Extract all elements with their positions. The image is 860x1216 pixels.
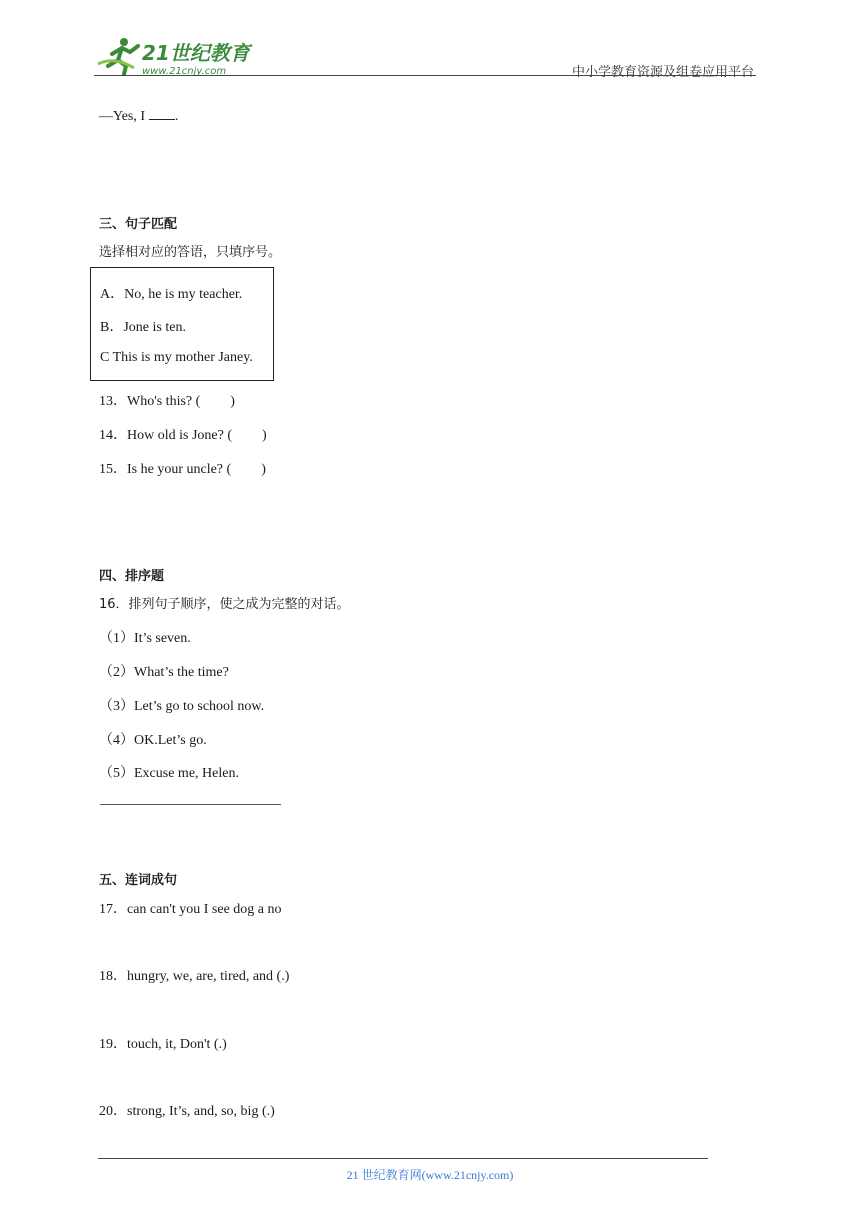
order-item-5: （5）Excuse me, Helen. [99,766,239,781]
answer-blank[interactable] [149,107,175,120]
runner-logo-icon [94,34,264,78]
question-17: 17．can can't you I see dog a no [99,902,282,917]
footer-divider [98,1158,708,1159]
order-item-1: （1）It’s seven. [99,631,191,646]
order-item-3: （3）Let’s go to school now. [99,699,265,714]
footer-link[interactable]: 21 世纪教育网(www.21cnjy.com) [346,1168,514,1182]
order-answer-line[interactable] [100,804,281,805]
section-5-title: 五、连词成句 [99,873,178,888]
order-item-4: （4）OK.Let’s go. [99,733,207,748]
section-3-title: 三、句子匹配 [99,217,178,232]
previous-question-tail: —Yes, I . [99,109,179,124]
option-b: B．Jone is ten. [100,320,186,335]
question-14: 14．How old is Jone? ( ) [99,428,267,443]
section-4-title: 四、排序题 [99,569,165,584]
question-19: 19．touch, it, Don't (.) [99,1037,227,1052]
order-item-2: （2）What’s the time? [99,665,229,680]
section-3-instruction: 选择相对应的答语，只填序号。 [99,245,282,260]
logo [94,34,264,78]
svg-text:www.21cnjy.com: www.21cnjy.com [142,66,227,77]
question-20: 20．strong, It’s, and, so, big (.) [99,1104,275,1119]
question-13: 13．Who's this? ( ) [99,394,235,409]
option-c: C This is my mother Janey. [100,350,253,365]
option-a: A．No, he is my teacher. [100,287,243,302]
header-platform-text: 中小学教育资源及组卷应用平台 [571,65,754,80]
question-15: 15．Is he your uncle? ( ) [99,462,266,477]
svg-text:21世纪教育: 21世纪教育 [142,41,250,65]
question-18: 18．hungry, we, are, tired, and (.) [99,969,290,984]
question-16-prompt: 16．排列句子顺序，使之成为完整的对话。 [99,597,350,612]
header-divider [94,75,756,76]
